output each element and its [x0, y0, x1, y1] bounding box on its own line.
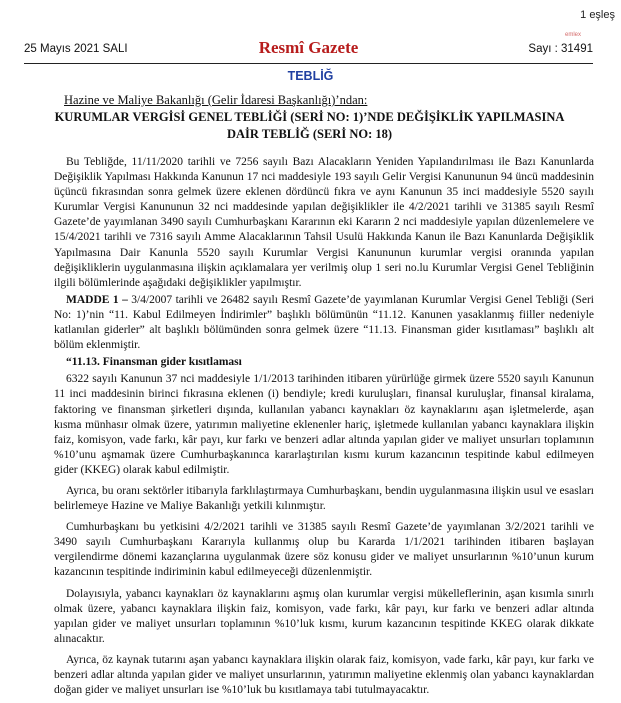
issuer-line: Hazine ve Maliye Bakanlığı (Gelir İdaresi Başkanlığı)’ndan: — [64, 93, 368, 107]
body-paragraph: Cumhurbaşkanı bu yetkisini 4/2/2021 tarihli ve 31385 sayılı Resmî Gazete’de yayımlanan 3/2/2021 tarihli ve 3490 sayılı Cumhurbaşkanı Kararıyla kullanmış olup bu Kararda 1/1/2021 tarihinden itibaren başlayan vergilendirme dönemi kazançlarına uygulanmak üzere söz konusu gider ve maliyet unsurlarının %10’unun kurum kazancının tespitinde indiriminin kabul edilmeyeceği düzenlenmiştir. — [54, 521, 594, 579]
body-paragraph: Ayrıca, öz kaynak tutarını aşan yabancı kaynaklara ilişkin olarak faiz, komisyon, vade farkı, kâr payı, kur farkı ve benzeri adlar altında yapılan gider ve maliyet unsurlarının, yatırımın maliyetine eklenmiş olan yabancı kaynaklardan doğan gider ve maliyet unsurları ise %10’luk bu kısıtlamaya tabi tutulmayacaktır. — [54, 653, 594, 697]
document-title: KURUMLAR VERGİSİ GENEL TEBLİĞİ (SERİ NO: 1)’NDE DEĞİŞİKLİK YAPILMASINA DAİR TEBLİĞ (SERİ NO: 18) — [54, 110, 565, 141]
watermark: emlex — [564, 32, 581, 38]
body-paragraph: Dolayısıyla, yabancı kaynakları öz kaynaklarını aşmış olan kurumlar vergisi mükelleflerinin, aşan kısımla sınırlı olmak üzere, yabancı kaynaklara ilişkin faiz, komisyon, vade farkı, kâr payı, kur farkı ve benzeri adlar altında yapılan gider ve maliyet unsurları toplamının %10’luk kısmı, kurum kazancının tespitinde KKEG olarak dikkate alınacaktır. — [54, 587, 594, 645]
intro-paragraph: Bu Tebliğde, 11/11/2020 tarihli ve 7256 sayılı Bazı Alacakların Yeniden Yapılandırılması ile Bazı Kanunlarda Değişiklik Yapılması Hakkında Kanunun 17 nci maddesiyle 193 sayılı Gelir Vergisi Kanununun 94 üncü maddesinin üçüncü fıkrasından sonra gelmek üzere eklenen dördüncü fıkra ve aynı Kanunun 35 inci maddesiyle 5520 sayılı Kurumlar Vergisi Kanununun 32 nci maddesinde yapılan değişiklikler ile 4/2/2021 tarihli ve 31385 sayılı Resmî Gazete’de yayımlanan 3490 sayılı Cumhurbaşkanı Kararının eki Kararın 2 nci maddesiyle yapılan düzenlemelere ve 15/4/2021 tarihli ve 7316 sayılı Amme Alacaklarının Tahsil Usulü Hakkında Kanun ile Bazı Kanunlarda Değişiklik Yapılmasına Dair Kanunla 5520 sayılı Kurumlar Vergisi Kanununun kurumlar vergisi oranında yapılan değişikliklerin uygulanmasına ilişkin açıklamalara yer verilmiş olup 1 seri no.lu Kurumlar Vergisi Genel Tebliğinin ilgili bölümlerinde aşağıdaki değişiklikler yapılmıştır. — [54, 156, 594, 289]
subsection-heading: “11.13. Finansman gider kısıtlaması — [66, 356, 242, 369]
document-body — [54, 155, 594, 700]
section-title: TEBLİĞ — [287, 69, 334, 83]
header-divider — [24, 63, 593, 64]
article-text: 3/4/2007 tarihli ve 26482 sayılı Resmî Gazete’de yayımlanan Kurumlar Vergisi Genel Tebliği (Seri No: 1)’nin “11. Kabul Edilmeyen İndirimler” başlıklı bölümünün “11.12. Kanunen yasaklanmış fiiller nedeniyle katlanılan giderler” alt başlıklı bölümünden sonra gelmek üzere “11.13. Finansman gider kısıtlaması” başlıklı alt bölüm eklenmiştir. — [54, 293, 594, 352]
article-label: MADDE 1 – — [66, 293, 128, 306]
issue-date: 25 Mayıs 2021 SALI — [24, 43, 128, 55]
issue-number: Sayı : 31491 — [528, 43, 593, 55]
gazette-header — [24, 32, 593, 62]
article-1 — [54, 293, 594, 353]
match-count: 1 eşleş — [580, 9, 615, 21]
body-paragraph: 6322 sayılı Kanunun 37 nci maddesiyle 1/1/2013 tarihinden itibaren yürürlüğe girmek üzere 5520 sayılı Kanunun 11 inci maddesinin birinci fıkrasına eklenen (i) bendiyle; kredi kuruluşları, finansal kuruluşlar, finansal kiralama, faktoring ve finansman şirketleri dışında, kullanılan yabancı kaynakları öz kaynaklarını aşan işletmelerde, aşan kısma münhasır olmak üzere, yatırımın maliyetine eklenenler hariç, işletmede kullanılan yabancı kaynaklara ilişkin faiz, komisyon, vade farkı, kâr payı, kur farkı ve benzeri adlar altında yapılan gider ve maliyet unsurları toplamının %10’unu aşmamak üzere Cumhurbaşkanınca kararlaştırılan kısmı kurum kazancının tespitinde kabul edilmeyen gider (KKEG) olarak kabul edilmiştir. — [54, 373, 594, 476]
gazette-title: Resmî Gazete — [258, 38, 359, 57]
body-paragraph: Ayrıca, bu oranı sektörler itibarıyla farklılaştırmaya Cumhurbaşkanı, bendin uygulanmasına ilişkin usul ve esasları belirlemeye Hazine ve Maliye Bakanlığı yetkili kılınmıştır. — [54, 484, 594, 513]
